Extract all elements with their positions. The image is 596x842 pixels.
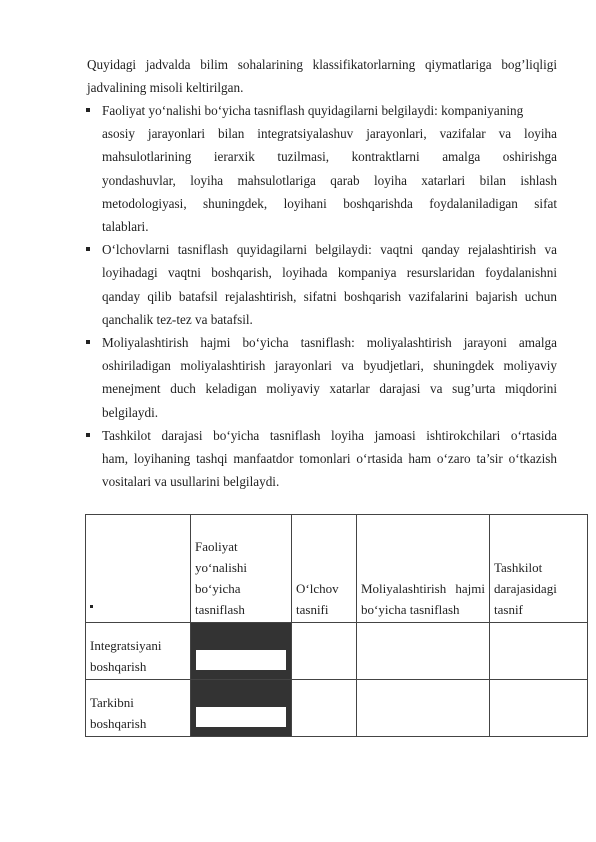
bullet-line: talablari.	[102, 219, 149, 235]
bullet-line: Tashkilot darajasi bo‘yicha tasniflash loyiha jamoasi ishtirokchilari o‘rtasida	[102, 427, 557, 443]
bullet-line: Faoliyat yo‘nalishi bo‘yicha tasniflash quyidagilarni belgilaydi: kompaniyaning	[102, 103, 524, 118]
column-header: Tashkilot darajasidagi tasnif	[490, 515, 588, 623]
bullet-square-icon	[86, 247, 90, 251]
bullet-line: ham, loyihaning tashqi manfaatdor tomonlari o‘rtasida ham o‘zaro ta’sir o‘tkazish	[102, 451, 557, 467]
column-header: Faoliyat yo‘nalishi bo‘yicha tasniflash	[191, 515, 292, 623]
row-label: Integratsiyani boshqarish	[86, 623, 191, 680]
bullet-line: belgilaydi.	[102, 404, 159, 420]
list-item	[87, 424, 557, 494]
bullet-line: yondashuvlar, loyiha mahsulotlariga qarab loyiha xatarlari bilan ishlash	[102, 172, 557, 188]
redacted-box	[195, 649, 287, 671]
bullet-square-icon	[86, 433, 90, 437]
bullet-line: mahsulotlarining ierarxik tuzilmasi, kontraktlarni amalga oshirishga	[102, 149, 557, 165]
list-item	[87, 99, 557, 238]
classification-table	[85, 514, 588, 737]
bullet-line: loyihadagi vaqtni boshqarish, loyihada kompaniya resurslaridan foydalanishni	[102, 265, 557, 281]
bullet-square-icon	[86, 108, 90, 112]
table-cell	[490, 680, 588, 737]
bullet-line: qanchalik tez-tez va batafsil.	[102, 311, 253, 327]
table-cell	[357, 623, 490, 680]
column-header: Moliyalashtirish hajmi bo‘yicha tasniflash	[357, 515, 490, 623]
bullet-line: Moliyalashtirish hajmi bo‘yicha tasniflash: moliyalashtirish jarayoni amalga	[102, 335, 557, 351]
list-item	[87, 238, 557, 331]
bullet-square-icon	[86, 340, 90, 344]
redacted-cell	[191, 623, 292, 680]
table-cell	[357, 680, 490, 737]
table-row	[86, 623, 588, 680]
table-header-row	[86, 515, 588, 623]
bullet-line: asosiy jarayonlari bilan integratsiyalashuv jarayonlari, vazifalar va loyiha	[102, 126, 557, 142]
bullet-line: metodologiyasi, shuningdek, loyihani boshqarishda foydalaniladigan sifat	[102, 195, 557, 211]
table-corner-cell	[86, 515, 191, 623]
table-row	[86, 680, 588, 737]
redacted-cell	[191, 680, 292, 737]
bullet-line: menejment duch keladigan moliyaviy xatarlar darajasi va sug’urta miqdorini	[102, 381, 557, 397]
bullet-square-icon	[90, 605, 93, 608]
redacted-box	[195, 706, 287, 728]
table-cell	[292, 623, 357, 680]
intro-paragraph: Quyidagi jadvalda bilim sohalarining klassifikatorlarning qiymatlariga bog’liqligi jadvalining misoli keltirilgan.	[87, 57, 557, 96]
bullet-line: qanday qilib batafsil rejalashtirish, sifatni boshqarish vazifalarini bajarish uchun	[102, 288, 557, 304]
table-cell	[292, 680, 357, 737]
bullet-line: oshiriladigan moliyalashtirish jarayonlari va byudjetlari, shuningdek moliyaviy	[102, 358, 557, 374]
bullet-line: vositalari va usullarini belgilaydi.	[102, 474, 280, 490]
row-label: Tarkibni boshqarish	[86, 680, 191, 737]
table-cell	[490, 623, 588, 680]
column-header: O‘lchov tasnifi	[292, 515, 357, 623]
bullet-list	[87, 99, 557, 493]
bullet-line: O‘lchovlarni tasniflash quyidagilarni belgilaydi: vaqtni qanday rejalashtirish va	[102, 242, 557, 258]
list-item	[87, 331, 557, 424]
